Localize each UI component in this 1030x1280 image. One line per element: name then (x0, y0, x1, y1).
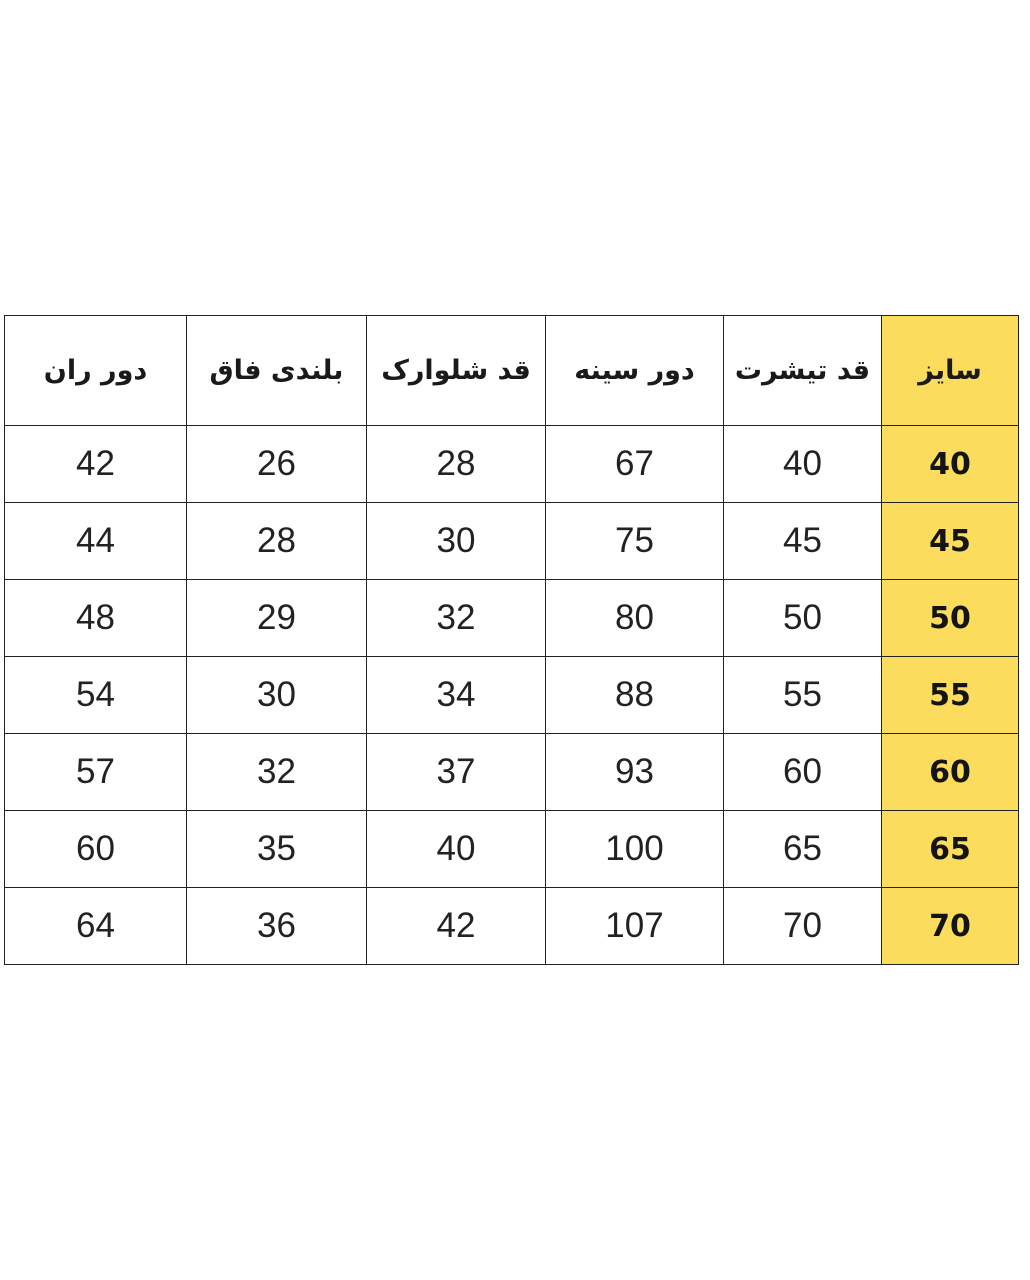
table-row (5, 657, 1019, 734)
cell-chest: 88 (546, 657, 724, 734)
header-row (5, 316, 1019, 426)
table-body (5, 426, 1019, 965)
cell-thigh: 54 (5, 657, 187, 734)
header-rise: بلندی فاق (187, 316, 367, 426)
cell-shorts-length: 28 (367, 426, 546, 503)
cell-shorts-length: 32 (367, 580, 546, 657)
cell-size: 65 (882, 811, 1019, 888)
size-chart-table (4, 315, 1019, 965)
cell-chest: 75 (546, 503, 724, 580)
cell-size: 50 (882, 580, 1019, 657)
table-row (5, 426, 1019, 503)
cell-rise: 28 (187, 503, 367, 580)
cell-tshirt-length: 40 (724, 426, 882, 503)
cell-size: 60 (882, 734, 1019, 811)
cell-thigh: 57 (5, 734, 187, 811)
cell-shorts-length: 34 (367, 657, 546, 734)
cell-tshirt-length: 50 (724, 580, 882, 657)
cell-chest: 80 (546, 580, 724, 657)
table-header (5, 316, 1019, 426)
cell-shorts-length: 40 (367, 811, 546, 888)
cell-rise: 29 (187, 580, 367, 657)
cell-size: 70 (882, 888, 1019, 965)
cell-thigh: 48 (5, 580, 187, 657)
cell-rise: 26 (187, 426, 367, 503)
cell-rise: 30 (187, 657, 367, 734)
cell-tshirt-length: 65 (724, 811, 882, 888)
cell-shorts-length: 37 (367, 734, 546, 811)
cell-size: 45 (882, 503, 1019, 580)
header-size: سایز (882, 316, 1019, 426)
cell-thigh: 44 (5, 503, 187, 580)
table-row (5, 580, 1019, 657)
cell-rise: 36 (187, 888, 367, 965)
cell-rise: 35 (187, 811, 367, 888)
table-row (5, 503, 1019, 580)
cell-size: 40 (882, 426, 1019, 503)
header-tshirt-length: قد تیشرت (724, 316, 882, 426)
cell-thigh: 42 (5, 426, 187, 503)
table-row (5, 888, 1019, 965)
cell-rise: 32 (187, 734, 367, 811)
table-row (5, 734, 1019, 811)
header-shorts-length: قد شلوارک (367, 316, 546, 426)
table-row (5, 811, 1019, 888)
cell-tshirt-length: 55 (724, 657, 882, 734)
cell-shorts-length: 30 (367, 503, 546, 580)
cell-shorts-length: 42 (367, 888, 546, 965)
cell-thigh: 60 (5, 811, 187, 888)
cell-tshirt-length: 60 (724, 734, 882, 811)
header-chest: دور سینه (546, 316, 724, 426)
cell-size: 55 (882, 657, 1019, 734)
cell-chest: 100 (546, 811, 724, 888)
cell-tshirt-length: 45 (724, 503, 882, 580)
cell-thigh: 64 (5, 888, 187, 965)
cell-chest: 107 (546, 888, 724, 965)
header-thigh: دور ران (5, 316, 187, 426)
cell-chest: 67 (546, 426, 724, 503)
cell-tshirt-length: 70 (724, 888, 882, 965)
cell-chest: 93 (546, 734, 724, 811)
